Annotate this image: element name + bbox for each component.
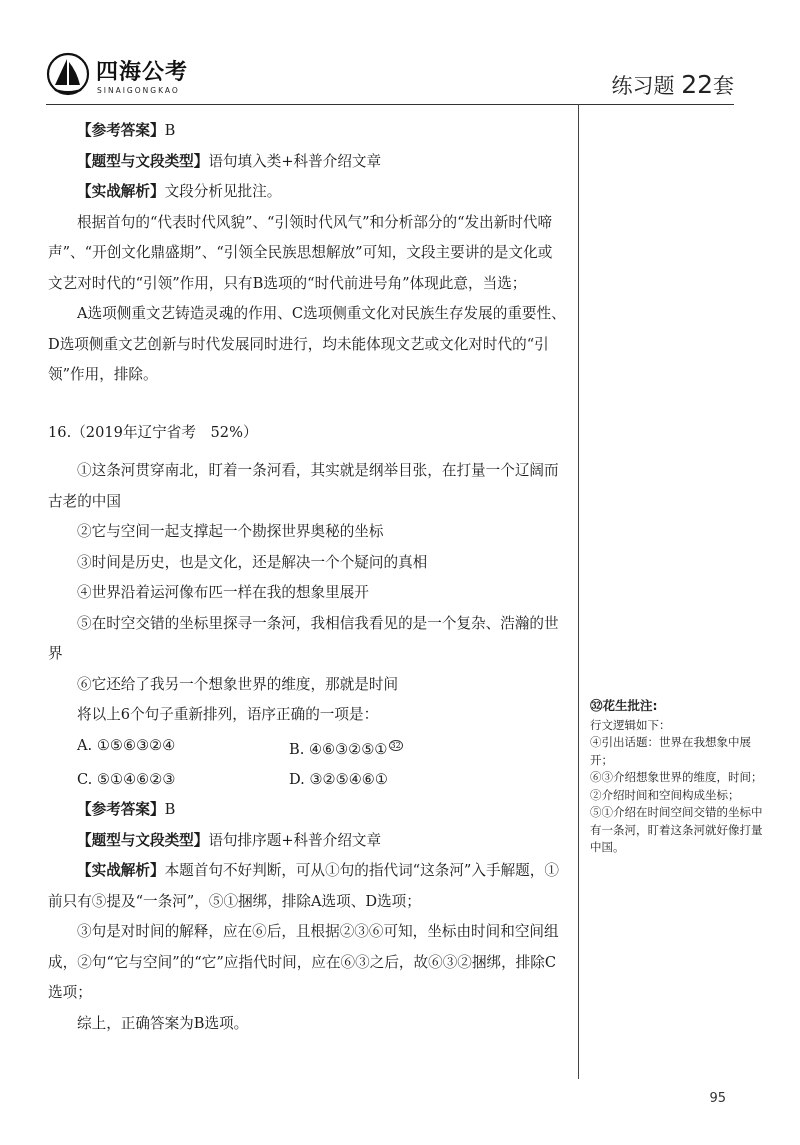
header-divider (46, 104, 734, 105)
section-title (612, 70, 735, 100)
margin-note-line: ②介绍时间和空间构成坐标； (590, 787, 740, 802)
answer-label: 【参考答案】 (77, 122, 165, 139)
page-number: 95 (709, 1091, 726, 1106)
brand-logo (46, 50, 196, 106)
q16-header: 16.（2019年辽宁省考 52%） (48, 423, 258, 441)
logo-name-en: SINAIGONGKAO (97, 86, 180, 95)
section-title-suffix: 套 (713, 74, 734, 98)
q16-sentence-5: ⑤在时空交错的坐标里探寻一条河，我相信我看见的是一个复杂、浩瀚的世界 (48, 614, 559, 662)
q15-paragraph-1: 根据首句的“代表时代风貌”、“引领时代风气”和分析部分的“发出新时代啼声”、“开创文化鼎盛期”、“引领全民族思想解放”可知，文段主要讲的是文化或文艺对时代的“引领”作用，只有B选项的“时代前进号角”体现此意，当选； (48, 213, 553, 292)
q15-answer (48, 116, 566, 147)
answer-value: B (164, 801, 176, 819)
margin-note-line: ⑥③介绍想象世界的维度，时间； (590, 770, 763, 784)
option-c: C. ⑤①④⑥②③ (77, 770, 176, 788)
option-d: D. ③②⑤④⑥① (289, 770, 388, 788)
q16-sentence-6: ⑥它还给了我另一个想象世界的维度，那就是时间 (77, 675, 399, 693)
annotation-marker-32: 32 (390, 740, 401, 750)
q16-answer (48, 795, 566, 826)
type-value: 语句填入类+科普介绍文章 (208, 152, 382, 170)
q16-prompt: 将以上6个句子重新排列，语序正确的一项是： (77, 706, 379, 723)
logo-name-cn: 四海公考 (96, 60, 189, 85)
q16-sentence-4: ④世界沿着运河像布匹一样在我的想象里展开 (77, 584, 369, 601)
q16-sentence-1: ①这条河贯穿南北，盯着一条河看，其实就是纲举目张，在打量一个辽阔而古老的中国 (48, 462, 559, 510)
margin-note-line: ⑤①介绍在时间空间交错的坐标中有一条河，盯着这条河就好像打量中国。 (590, 805, 763, 854)
type-label: 【题型与文段类型】 (77, 152, 209, 170)
q16-analysis-2: ③句是对时间的解释，应在⑥后，且根据②③⑥可知，坐标由时间和空间组成，②句“它与空间”的“它”应指代时间，应在⑥③之后，故⑥③②捆绑，排除C选项； (48, 923, 559, 1002)
q15-analysis-heading (48, 177, 566, 208)
section-title-prefix: 练习题 (611, 74, 675, 98)
option-b-label: B. ④⑥③②⑤① (289, 740, 388, 758)
analysis-label: 【实战解析】 (77, 183, 165, 200)
margin-divider (578, 104, 579, 1079)
margin-note-line: ④引出话题：世界在我想象中展开； (590, 735, 751, 767)
option-a: A. ①⑤⑥③②④ (77, 736, 176, 754)
q15-paragraph-2: A选项侧重文艺铸造灵魂的作用、C选项侧重文化对民族生存发展的重要性、D选项侧重文艺创新与时代发展同时进行，均未能体现文艺或文化对时代的“引领”作用，排除。 (48, 305, 566, 383)
type-value: 语句排序题+科普介绍文章 (208, 831, 382, 849)
analysis-text-1: 本题首句不好判断，可从①句的指代词“这条河”入手解题，①前只有⑤提及“一条河”，⑤①捆绑，排除A选项、D选项； (48, 862, 559, 910)
analysis-label: 【实战解析】 (77, 862, 165, 880)
margin-note-line: 行文逻辑如下： (590, 717, 671, 732)
margin-notes (590, 697, 765, 857)
answer-label: 【参考答案】 (77, 801, 165, 819)
q16-analysis-1 (48, 856, 566, 917)
sailboat-logo-icon (46, 52, 90, 96)
option-b (289, 731, 549, 765)
q16-conclusion: 综上，正确答案为B选项。 (77, 1014, 249, 1032)
analysis-intro: 文段分析见批注。 (164, 183, 282, 200)
section-title-number: 22 (681, 70, 713, 99)
margin-notes-title: ㉜花生批注: (590, 698, 658, 713)
q16-type (48, 826, 566, 857)
main-content (48, 116, 566, 1039)
type-label: 【题型与文段类型】 (77, 831, 209, 849)
q16-sentence-2: ②它与空间一起支撑起一个勘探世界奥秘的坐标 (77, 523, 384, 540)
answer-value: B (164, 122, 176, 139)
q16-options (48, 731, 566, 796)
q15-type (48, 147, 566, 178)
q16-sentence-3: ③时间是历史，也是文化，还是解决一个个疑问的真相 (77, 553, 428, 571)
